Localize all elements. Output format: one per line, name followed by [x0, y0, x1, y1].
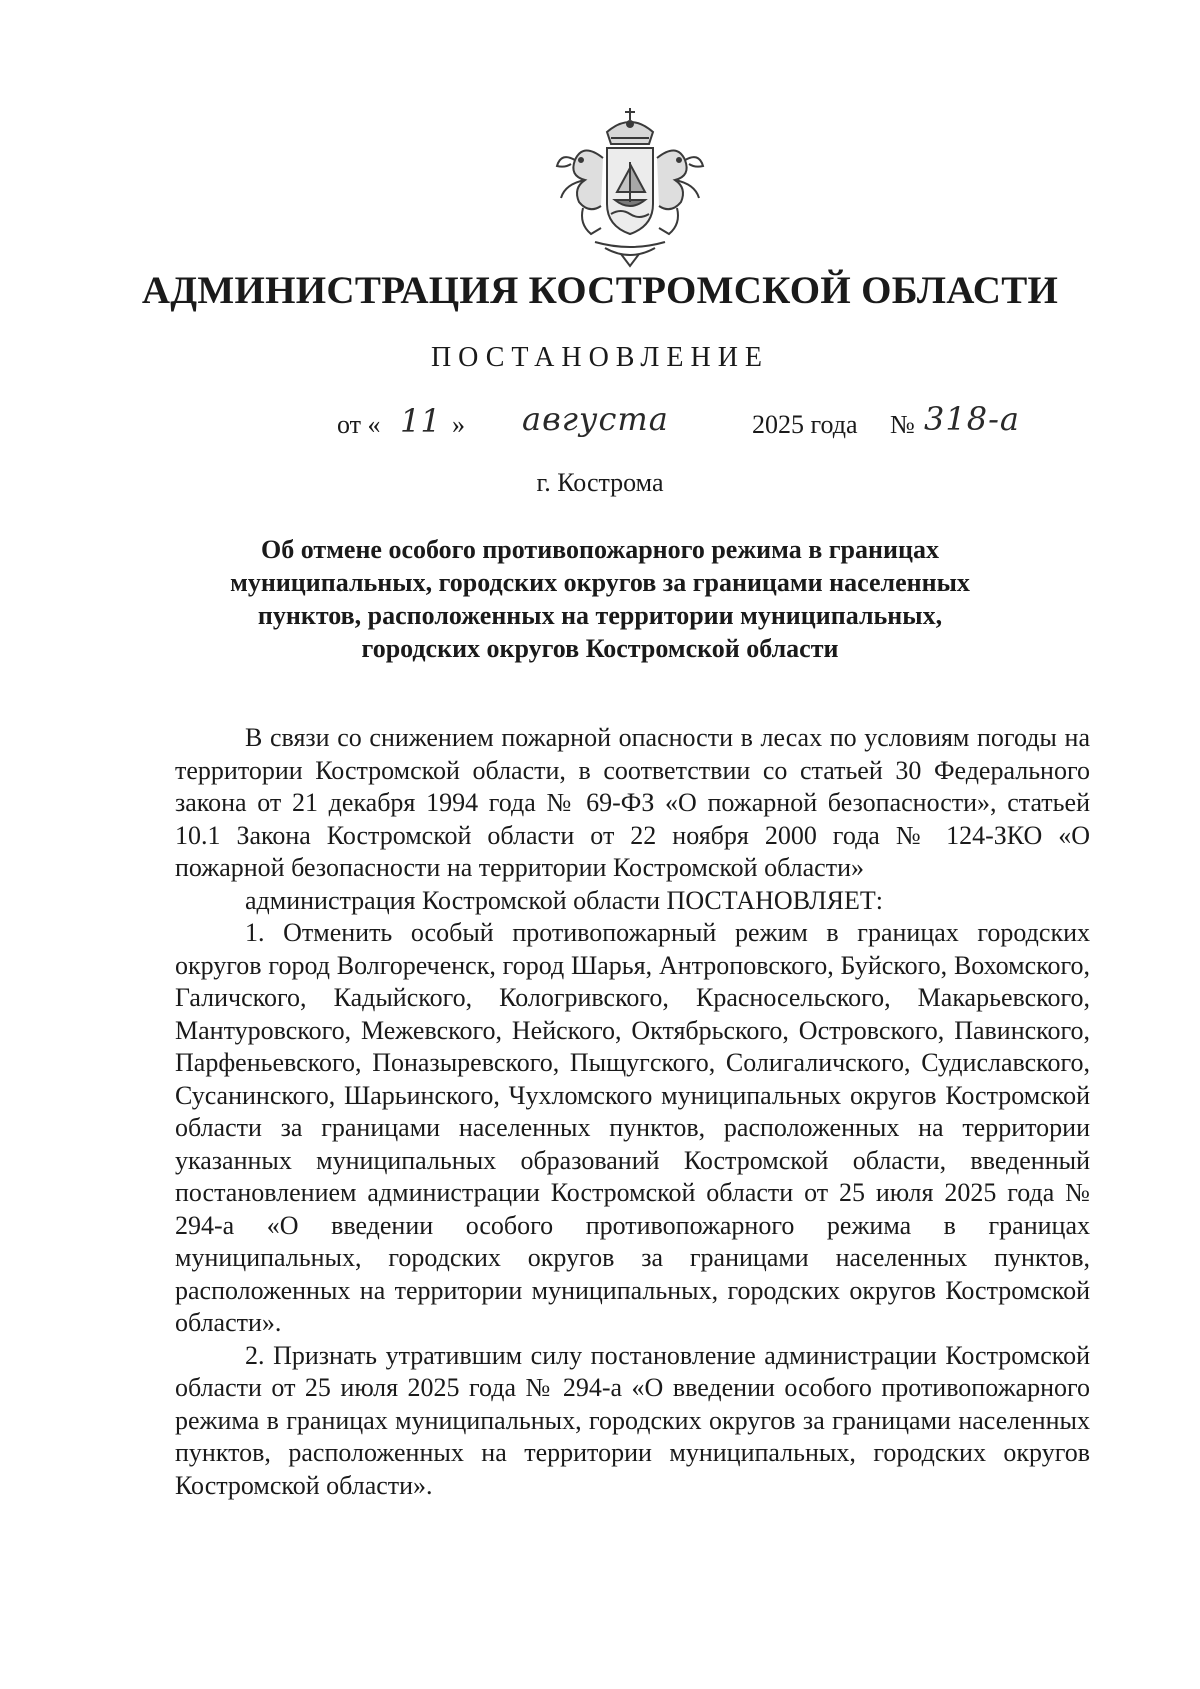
date-month-handwritten: августа [522, 400, 669, 438]
preamble-paragraph: В связи со снижением пожарной опасности в лесах по условиям погоды на территории Костромской области, в соответствии со статьей 30 Федерального закона от 21 декабря 1994 года № 69-ФЗ «О пожарной безопасности», статьей 10.1 Закона Костромской области от 22 ноября 2000 года № 124-ЗКО «О пожарной безопасности на территории Костромской области» [175, 723, 1090, 882]
item-2-paragraph: 2. Признать утратившим силу постановление администрации Костромской области от 25 июля 2025 года № 294-а «О введении особого противопожарного режима в границах муниципальных, городских округов за границами населенных пунктов, расположенных на территории муниципальных, городских округов Костромской области». [175, 1340, 1090, 1500]
organization-title: АДМИНИСТРАЦИЯ КОСТРОМСКОЙ ОБЛАСТИ [141, 269, 1059, 312]
document-number-handwritten: 318-а [924, 400, 1020, 438]
date-year: 2025 года [752, 410, 858, 439]
city-name: г. Кострома [536, 468, 664, 497]
document-body [175, 722, 1090, 1502]
resolves-paragraph: администрация Костромской области ПОСТАНОВЛЯЕТ: [245, 885, 884, 915]
item-1-paragraph: 1. Отменить особый противопожарный режим в границах городских округов город Волгореченск, город Шарья, Антроповского, Буйского, Вохомского, Галичского, Кадыйского, Кологривского, Красносельского, Макарьевского, Мантуровского, Межевского, Нейского, Октябрьского, Островского, Павинского, Парфеньевского, Поназыревского, Пыщугского, Солигаличского, Судиславского, Сусанинского, Шарьинского, Чухломского муниципальных округов Костромской области за границами населенных пунктов, расположенных на территории указанных муниципальных образований Костромской области, введенный постановлением администрации Костромской области от 25 июля 2025 года № 294-а «О введении особого противопожарного режима в границах муниципальных, городских округов за границами населенных пунктов, расположенных на территории муниципальных, городских округов Костромской области». [175, 918, 1090, 1337]
date-day-handwritten: 11 [400, 402, 441, 440]
document-date-line [0, 402, 1200, 452]
coat-of-arms-icon [545, 102, 715, 272]
number-sign: № [890, 410, 915, 439]
document-type: ПОСТАНОВЛЕНИЕ [430, 342, 770, 373]
date-prefix: от « [337, 410, 381, 439]
document-heading: Об отмене особого противопожарного режима в границах муниципальных, городских округов за границами населенных пунктов, расположенных на территории муниципальных, городских округов Костромской области [230, 535, 970, 663]
date-quote-close: » [452, 410, 465, 439]
